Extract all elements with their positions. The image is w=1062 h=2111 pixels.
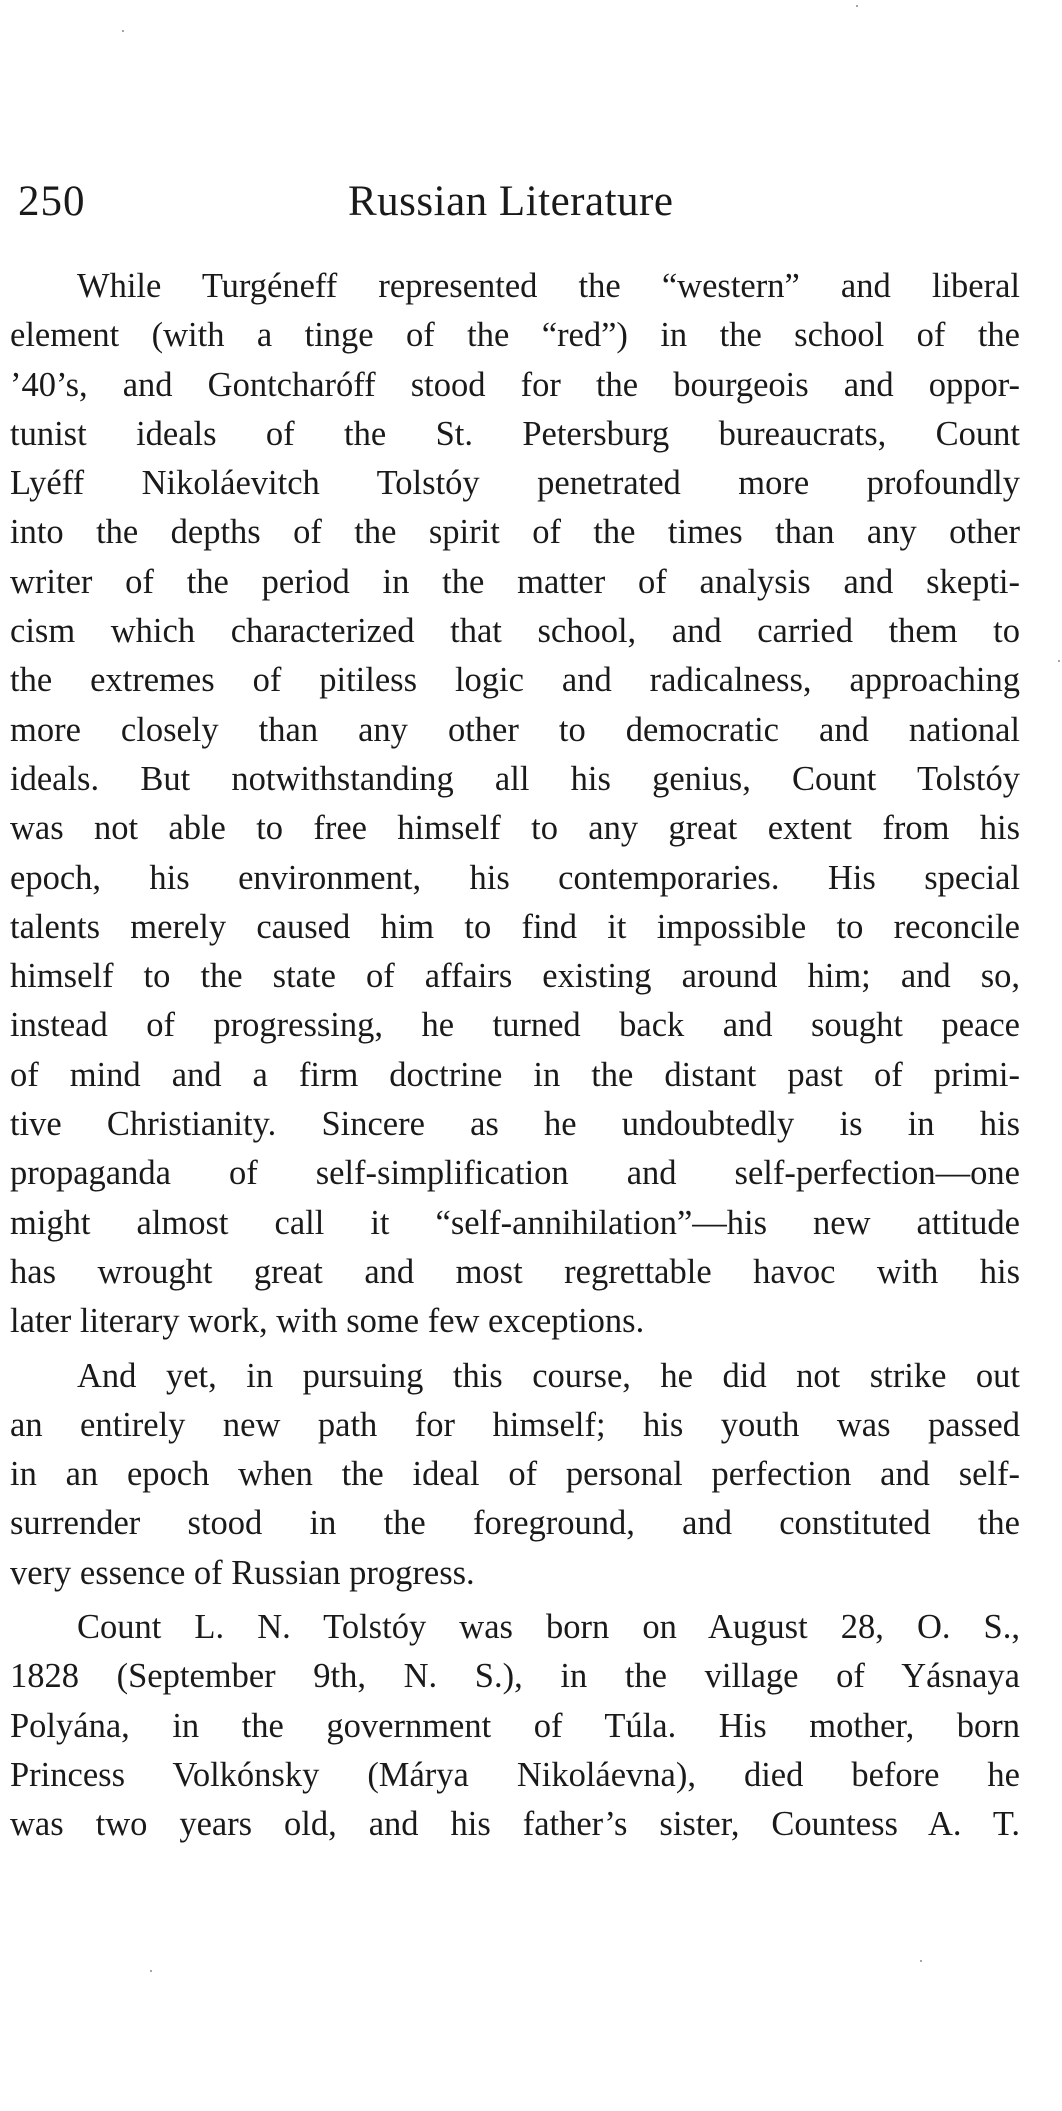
text-line: has wrought great and most regrettable havoc with his [10,1252,1020,1291]
text-line: instead of progressing, he turned back and sought peace [10,1006,1020,1045]
text-line: epoch, his environment, his contemporaries. His special [10,858,1020,897]
text-line: later literary work, with some few exceptions. [10,1302,645,1341]
text-line: an entirely new path for himself; his youth was passed [10,1405,1020,1444]
page-header [18,172,1018,232]
text-line: surrender stood in the foreground, and constituted the [10,1504,1020,1543]
text-line: 1828 (September 9th, N. S.), in the village of Yásnaya [10,1657,1020,1696]
text-line: in an epoch when the ideal of personal perfection and self- [10,1455,1020,1494]
text-line: Princess Volkónsky (Márya Nikoláevna), died before he [10,1755,1020,1794]
paper-speck [150,1970,152,1972]
text-line: very essence of Russian progress. [10,1553,475,1592]
text-line: And yet, in pursuing this course, he did not strike out [77,1356,1020,1395]
text-line: was not able to free himself to any great extent from his [10,809,1020,848]
text-line: While Turgéneff represented the “western” and liberal [77,267,1020,305]
text-line: Count L. N. Tolstóy was born on August 28, O. S., [77,1608,1020,1647]
text-line: ’40’s, and Gontcharóff stood for the bourgeois and oppor- [10,365,1020,404]
paragraph-3 [10,1603,1020,1849]
text-line: himself to the state of affairs existing around him; and so, [10,957,1020,996]
paper-speck [1058,660,1060,662]
text-line: Polyána, in the government of Túla. His mother, born [10,1706,1020,1745]
text-line: writer of the period in the matter of analysis and skepti- [10,562,1020,601]
text-line: tive Christianity. Sincere as he undoubtedly is in his [10,1105,1020,1144]
text-line: propaganda of self-simplification and self-perfection—one [10,1154,1020,1193]
paragraph-2 [10,1352,1020,1598]
text-line: the extremes of pitiless logic and radicalness, approaching [10,661,1020,700]
text-line: Lyéff Nikoláevitch Tolstóy penetrated more profoundly [10,464,1020,503]
paper-speck [856,5,858,7]
text-line: might almost call it “self-annihilation”—his new attitude [10,1203,1020,1242]
text-line: cism which characterized that school, and carried them to [10,612,1020,651]
paper-speck [122,30,124,32]
text-line: of mind and a firm doctrine in the distant past of primi- [10,1055,1020,1094]
paper-speck [920,1960,922,1962]
text-line: was two years old, and his father’s sister, Countess A. T. [10,1805,1020,1844]
text-line: element (with a tinge of the “red”) in the school of the [10,316,1020,355]
running-title: Russian Literature [348,178,674,225]
page-number: 250 [18,178,86,225]
text-line: talents merely caused him to find it impossible to reconcile [10,907,1020,946]
text-line: into the depths of the spirit of the times than any other [10,513,1020,552]
text-line: more closely than any other to democratic and national [10,710,1020,749]
text-line: ideals. But notwithstanding all his genius, Count Tolstóy [10,759,1020,798]
text-line: tunist ideals of the St. Petersburg bureaucrats, Count [10,414,1020,453]
body-text [10,262,1020,1855]
paragraph-1 [10,262,1020,1347]
